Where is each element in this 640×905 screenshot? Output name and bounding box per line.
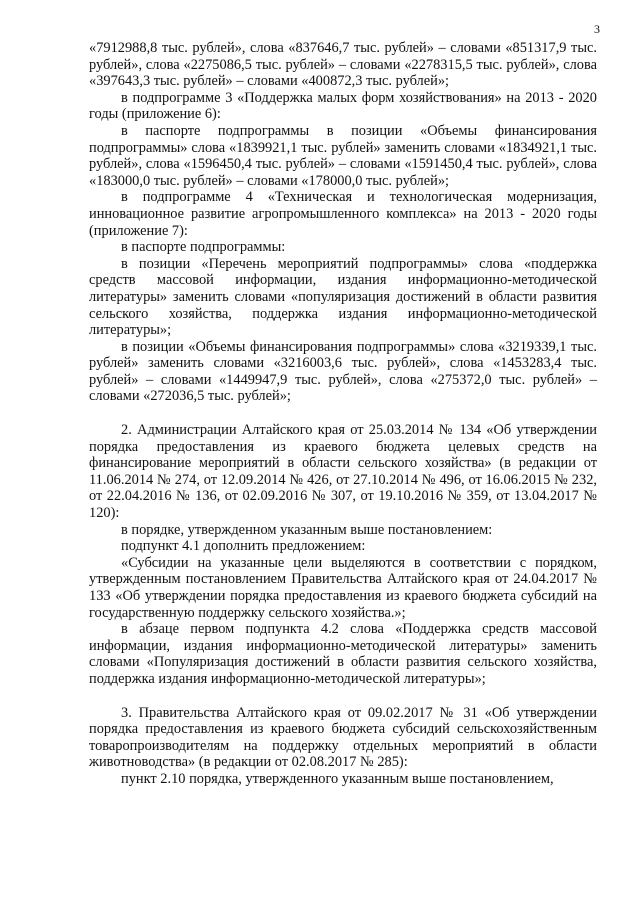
document-body xyxy=(89,40,597,788)
paragraph: в позиции «Перечень мероприятий подпрограммы» слова «поддержка средств массовой информации, издания информационно-методической литературы» заменить словами «популяризация достижений в области развития сельского хозяйства, поддержка издания информационно-методической литературы»; xyxy=(89,255,597,339)
paragraph: в паспорте подпрограммы в позиции «Объемы финансирования подпрограммы» слова «1839921,1 тыс. рублей» заменить словами «1834921,1 тыс. рублей», слова «1596450,4 тыс. рублей» – словами «1591450,4 тыс. рублей», слова «183000,0 тыс. рублей» – словами «178000,0 тыс. рублей»; xyxy=(89,122,597,189)
paragraph: в подпрограмме 4 «Техническая и технологическая модернизация, инновационное развитие агропромышленного комплекса» на 2013 - 2020 годы (приложение 7): xyxy=(89,189,597,239)
paragraph: в позиции «Объемы финансирования подпрограммы» слова «3219339,1 тыс. рублей» заменить словами «3216003,6 тыс. рублей», слова «1453283,4 тыс. рублей» – словами «1449947,9 тыс. рублей», слова «275372,0 тыс. рублей» – словами «272036,5 тыс. рублей»; xyxy=(89,338,597,405)
paragraph: «7912988,8 тыс. рублей», слова «837646,7 тыс. рублей» – словами «851317,9 тыс. рублей», слова «2275086,5 тыс. рублей» – словами «2278315,5 тыс. рублей», слова «397643,3 тыс. рублей» – словами «400872,3 тыс. рублей»; xyxy=(89,40,597,90)
paragraph: пункт 2.10 порядка, утвержденного указанным выше постановлением, xyxy=(121,770,554,787)
paragraph: в подпрограмме 3 «Поддержка малых форм хозяйствования» на 2013 - 2020 годы (приложение 6): xyxy=(89,89,597,123)
paragraph: в паспорте подпрограммы: xyxy=(121,239,286,256)
paragraph: 3. Правительства Алтайского края от 09.02.2017 № 31 «Об утверждении порядка предоставления из краевого бюджета субсидий сельскохозяйственным товаропроизводителям на поддержку отдельных мероприятий в области животноводства» (в редакции от 02.08.2017 № 285): xyxy=(89,704,597,771)
page-number: 3 xyxy=(594,22,600,36)
paragraph: в порядке, утвержденном указанным выше постановлением: xyxy=(121,521,493,538)
paragraph: «Субсидии на указанные цели выделяются в соответствии с порядком, утвержденным постановлением Правительства Алтайского края от 24.04.2017 № 133 «Об утверждении порядка предоставления из краевого бюджета субсидий на государственную поддержку сельского хозяйства.»; xyxy=(89,554,597,621)
paragraph: 2. Администрации Алтайского края от 25.03.2014 № 134 «Об утверждении порядка предоставления из краевого бюджета целевых средств на финансирование мероприятий в области сельского хозяйства» (в редакции от 11.06.2014 № 274, от 12.09.2014 № 426, от 27.10.2014 № 496, от 16.06.2015 № 232, от 22.04.2016 № 136, от 02.09.2016 № 307, от 19.10.2016 № 359, от 13.04.2017 № 120): xyxy=(89,422,597,522)
paragraph: в абзаце первом подпункта 4.2 слова «Поддержка средств массовой информации, издания информационно-методической литературы» заменить словами «Популяризация достижений в области развития сельского хозяйства, поддержка издания информационно-методической литературы»; xyxy=(89,621,597,687)
paragraph: подпункт 4.1 дополнить предложением: xyxy=(121,538,366,555)
